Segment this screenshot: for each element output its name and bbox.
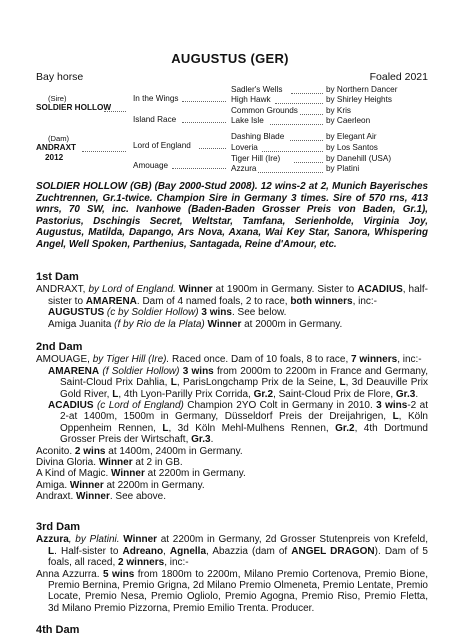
text-run: , Köln Oppenheim Rennen, <box>60 411 428 434</box>
text-run: Champion 2YO Colt in Germany in 2010. <box>183 400 377 412</box>
section-heading: 4th Dam <box>36 624 80 636</box>
ped-dots <box>182 122 226 123</box>
sire-name: SOLDIER HOLLOW <box>36 103 112 112</box>
progeny-entry <box>36 491 428 502</box>
text-run: AMOUAGE, <box>36 354 93 366</box>
ped-g3: by Kris <box>326 106 352 115</box>
text-run: L <box>339 377 346 389</box>
ped-sds: Common Grounds <box>231 106 298 115</box>
ped-g1: by Northern Dancer <box>326 85 398 94</box>
progeny-entry <box>36 446 428 457</box>
text-run: Azzura <box>36 534 69 546</box>
text-run: Aconito. <box>36 445 75 457</box>
text-run: AMARENA <box>48 365 100 377</box>
ped-dots <box>182 101 226 102</box>
text-run: . See below. <box>231 307 287 319</box>
text-run: at 1400m, 2400m in Germany. <box>105 445 243 457</box>
text-run: , inc:- <box>164 557 189 569</box>
text-run: Gr.3 <box>191 434 211 446</box>
text-run: at 2 in GB. <box>132 457 183 469</box>
dam-paragraph <box>36 354 428 365</box>
text-run: . <box>415 388 419 400</box>
text-run: , half-sister to <box>48 284 428 307</box>
dam-paragraph <box>36 284 428 307</box>
ped-dots <box>270 124 323 125</box>
ped-dots <box>172 168 226 169</box>
ped-g4: by Caerleon <box>326 116 371 125</box>
text-run: Gr.3 <box>395 388 416 400</box>
text-run: L <box>48 545 55 557</box>
text-run: -2 at 2-at 1400m, 1500m in Germany, Düsseldorf Preis der Dreijahrigen, <box>60 400 428 423</box>
text-run: Winner <box>119 534 158 546</box>
first-dam-section <box>36 272 428 330</box>
third-dam-section <box>36 522 428 614</box>
page-title: AUGUSTUS (GER) <box>171 51 289 66</box>
progeny-entry <box>36 400 428 446</box>
horse-colour: Bay horse <box>36 71 84 83</box>
text-run: L <box>112 388 119 400</box>
ped-dots <box>275 103 323 104</box>
ped-g5: by Elegant Air <box>326 132 377 141</box>
text-run: Amiga Juanita <box>48 318 115 330</box>
text-run: , 3d Köln Mehl-Mulhens Rennen, <box>168 422 336 434</box>
text-run: Anna Azzurra. <box>36 568 104 580</box>
sire-summary: SOLDIER HOLLOW (GB) (Bay 2000-Stud 2008). 12 wins-2 at 2, Munich Bayerisches Zuchtrennen, Gr.1-twice. Champion Sire in Germany 3 times. Sire of 570 rns, 413 wnrs, 70 SW, inc. Ivanhowe (Baden-Baden Grosser Preis von Baden, Gr.1), Pastorius, Dschingis Secret, Weltstar, Tamfana, Serienholde, Virginia Joy, Augustus, Matilda, Dapango, Ars Nova, Axana, Wai Key Star, Sanora, Whispering Angel, Well Spoken, Parthenius, Santagada, Reine d'Amour, etc. <box>36 181 428 250</box>
text-run: Winner <box>98 457 133 469</box>
text-run: AMARENA <box>85 295 137 307</box>
ped-ddd: Azzura <box>231 164 257 173</box>
ped-ds: Lord of England <box>133 141 191 150</box>
text-run: 2 wins <box>74 445 106 457</box>
ped-g8: by Platini <box>326 164 360 173</box>
text-run: , Abazzia (dam of <box>206 545 292 557</box>
ped-g2: by Shirley Heights <box>326 95 392 104</box>
text-run: . Half-sister to <box>54 545 123 557</box>
ped-dss: Dashing Blade <box>231 132 285 141</box>
ped-dots <box>199 148 226 149</box>
foaled-year: Foaled 2021 <box>369 71 428 83</box>
text-run: A Kind of Magic. <box>36 468 112 480</box>
text-run: , 3d Deauville Prix Gold River, <box>60 377 429 400</box>
ped-sss: Sadler's Wells <box>231 85 283 94</box>
text-run: (c Lord of England) <box>93 400 184 412</box>
progeny-entry <box>36 366 428 400</box>
text-run: Winner <box>204 318 242 330</box>
text-run: at 1900m in Germany. Sister to <box>212 284 358 296</box>
section-heading: 3rd Dam <box>36 521 81 533</box>
text-run: Winner <box>111 468 145 480</box>
ped-sdd: Lake Isle <box>231 116 264 125</box>
sire-tag: (Sire) <box>48 94 67 103</box>
text-run: Raced once. Dam of 10 foals, 8 to race, <box>169 354 352 366</box>
text-run: 7 winners <box>351 354 398 366</box>
text-run: by Tiger Hill (Ire). <box>92 354 170 366</box>
text-run: ANDRAXT, <box>36 284 89 296</box>
text-run: Winner <box>76 491 110 503</box>
text-run: Winner <box>69 479 104 491</box>
dam-name: ANDRAXT <box>36 143 77 152</box>
text-run: Gr.2 <box>335 422 355 434</box>
text-run: Agnella <box>169 545 207 557</box>
ped-sd: Island Race <box>133 115 177 124</box>
text-run: at 2000m in Germany. <box>241 318 343 330</box>
text-run: 3 wins <box>198 307 232 319</box>
dam-tag: (Dam) <box>48 134 70 143</box>
text-run: at 2200m in Germany. <box>103 479 205 491</box>
text-run: by Lord of England. <box>88 284 176 296</box>
fourth-dam-section <box>36 625 428 637</box>
progeny-entry <box>36 468 428 479</box>
progeny-entry <box>36 569 428 615</box>
ped-dots <box>294 162 323 163</box>
text-run: . <box>210 434 214 446</box>
text-run: L <box>170 377 177 389</box>
text-run: , 4th Dortmund Grosser Preis der Wirtschaft, <box>60 422 428 446</box>
text-run: L <box>162 422 169 434</box>
ped-dd: Amouage <box>133 161 169 170</box>
text-run: . See above. <box>109 491 166 503</box>
text-run: 3 wins <box>179 365 214 377</box>
ped-dots <box>258 172 323 173</box>
text-run: ACADIUS <box>357 284 403 296</box>
text-run: AUGUSTUS <box>48 307 105 319</box>
text-run: (f by Rio de la Plata) <box>114 318 205 330</box>
ped-ssd: High Hawk <box>231 95 271 104</box>
text-run: , by Platini. <box>68 534 120 546</box>
text-run: Gr.2 <box>253 388 274 400</box>
ped-ss: In the Wings <box>133 94 179 103</box>
ped-dots <box>290 140 323 141</box>
text-run: from 2000m to 2200m in France and Germany, Saint-Cloud Prix Dahlia, <box>60 365 428 389</box>
text-run: Winner <box>175 284 213 296</box>
progeny-entry <box>36 307 428 318</box>
text-run: Andraxt. <box>36 491 77 503</box>
text-run: (f Soldier Hollow) <box>99 365 180 377</box>
text-run: 3 wins <box>376 400 408 412</box>
ped-g6: by Los Santos <box>326 143 378 152</box>
progeny-entry <box>36 319 428 330</box>
text-run: from 1800m to 2200m, Milano Premio Cortenova, Premio Bione, Premio Bernina, Premio Grigna, 2d Milano Premio Olmeneta, Premio Lentate, Premio Locate, Premio Nesa, Premio Ogliolo, Premio Agogna, Premio Riso, Premio Fletta, 3d Milano Premio Pizzorna, Premio Emilio Trenta. Producer. <box>48 568 429 614</box>
text-run: (c by Soldier Hollow) <box>104 307 199 319</box>
text-run: , Saint-Cloud Prix de Flore, <box>273 388 396 400</box>
text-run: ACADIUS <box>48 400 94 412</box>
ped-dots <box>82 151 126 152</box>
text-run: , 4th Lyon-Parilly Prix Corrida, <box>118 388 254 400</box>
text-run: ). Dam of 5 foals, all raced, <box>48 545 428 569</box>
ped-dots <box>300 114 323 115</box>
ped-dds: Tiger Hill (Ire) <box>231 154 281 163</box>
second-dam-section <box>36 342 428 503</box>
text-run: both winners <box>290 295 353 307</box>
ped-dsd: Loveria <box>231 143 258 152</box>
text-run: , inc:- <box>397 354 422 366</box>
progeny-entry <box>36 480 428 491</box>
ped-dots <box>104 111 126 112</box>
text-run: , <box>163 545 170 557</box>
progeny-entry <box>36 457 428 468</box>
text-run: at 2200m in Germany, 2d Grosser Stutenpreis von Krefeld, <box>157 534 428 546</box>
text-run: 2 winners <box>118 557 165 569</box>
section-heading: 2nd Dam <box>36 341 83 353</box>
text-run: L <box>392 411 399 423</box>
dam-year: 2012 <box>45 153 64 162</box>
ped-dots <box>291 93 323 94</box>
text-run: at 2200m in Germany. <box>144 468 246 480</box>
section-heading: 1st Dam <box>36 271 79 283</box>
text-run: Amiga. <box>36 479 70 491</box>
ped-g7: by Danehill (USA) <box>326 154 392 163</box>
text-run: , inc:- <box>352 295 378 307</box>
text-run: Divina Gloria. <box>36 457 99 469</box>
text-run: Adreano <box>122 545 164 557</box>
text-run: 5 wins <box>103 568 135 580</box>
text-run: , ParisLongchamp Prix de la Seine, <box>176 377 340 389</box>
text-run: ANGEL DRAGON <box>291 545 375 557</box>
text-run: . Dam of 4 named foals, 2 to race, <box>136 295 291 307</box>
dam-paragraph <box>36 534 428 568</box>
ped-dots <box>262 151 323 152</box>
